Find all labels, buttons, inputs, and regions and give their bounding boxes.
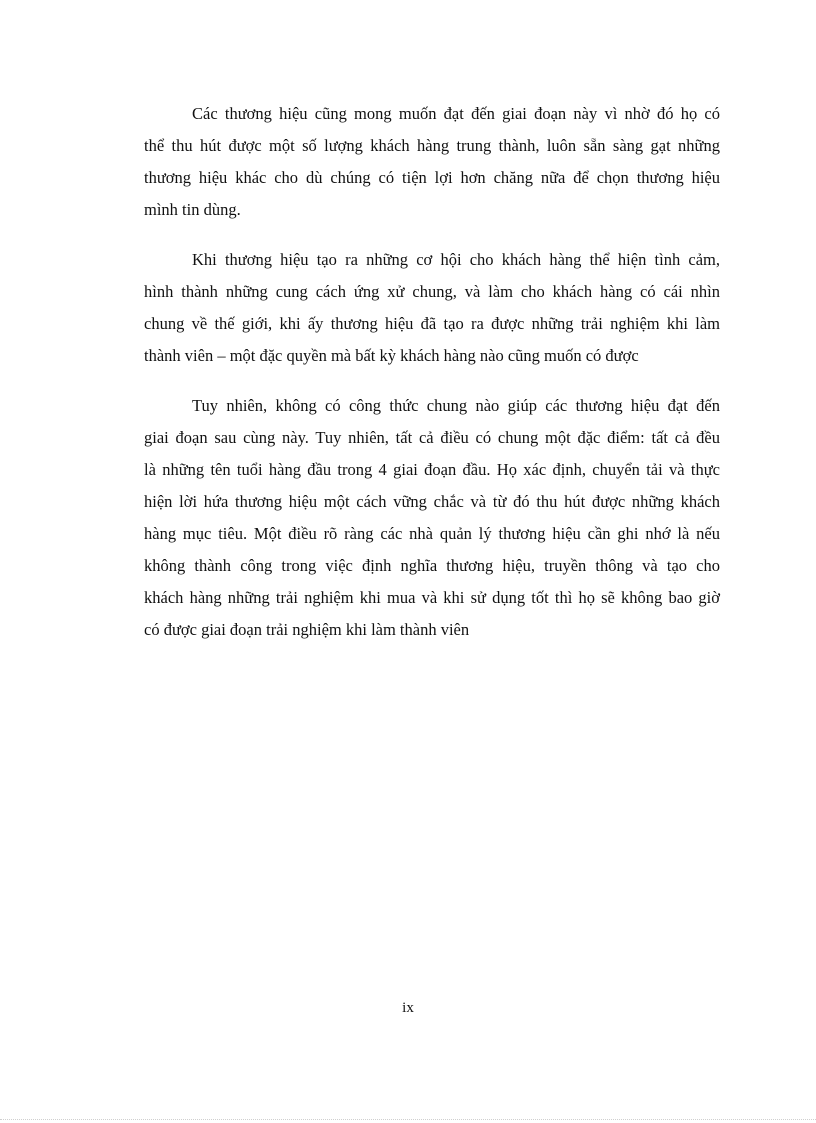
paragraph-1 bbox=[144, 98, 720, 226]
paragraph-line: hình thành những cung cách ứng xử chung, và làm cho khách hàng có cái nhìn bbox=[144, 282, 720, 301]
page-number: ix bbox=[402, 1000, 414, 1016]
paragraph-line: có được giai đoạn trải nghiệm khi làm thành viên bbox=[144, 620, 470, 639]
paragraph-line: thành viên – một đặc quyền mà bất kỳ khách hàng nào cũng muốn có được bbox=[144, 346, 639, 365]
paragraph-line: Tuy nhiên, không có công thức chung nào giúp các thương hiệu đạt đến bbox=[192, 396, 720, 415]
body-text bbox=[144, 98, 720, 664]
page-bottom-edge bbox=[0, 1119, 816, 1120]
paragraph-line: thương hiệu khác cho dù chúng có tiện lợi hơn chăng nữa để chọn thương hiệu bbox=[144, 168, 720, 187]
paragraph-3 bbox=[144, 390, 720, 646]
paragraph-line: thể thu hút được một số lượng khách hàng trung thành, luôn sẵn sàng gạt những bbox=[144, 136, 720, 155]
paragraph-line: không thành công trong việc định nghĩa thương hiệu, truyền thông và tạo cho bbox=[144, 556, 720, 575]
paragraph-line: hàng mục tiêu. Một điều rõ ràng các nhà quản lý thương hiệu cần ghi nhớ là nếu bbox=[144, 524, 720, 543]
paragraph-line: Khi thương hiệu tạo ra những cơ hội cho khách hàng thể hiện tình cảm, bbox=[192, 250, 720, 269]
paragraph-line: giai đoạn sau cùng này. Tuy nhiên, tất cả điều có chung một đặc điểm: tất cả đều bbox=[144, 428, 720, 447]
paragraph-line: là những tên tuổi hàng đầu trong 4 giai đoạn đầu. Họ xác định, chuyển tải và thực bbox=[144, 460, 720, 479]
paragraph-2 bbox=[144, 244, 720, 372]
paragraph-line: khách hàng những trải nghiệm khi mua và khi sử dụng tốt thì họ sẽ không bao giờ bbox=[144, 588, 720, 607]
paragraph-line: mình tin dùng. bbox=[144, 200, 241, 219]
paragraph-line: hiện lời hứa thương hiệu một cách vững chắc và từ đó thu hút được những khách bbox=[144, 492, 720, 511]
paragraph-line: Các thương hiệu cũng mong muốn đạt đến giai đoạn này vì nhờ đó họ có bbox=[192, 104, 720, 123]
paragraph-line: chung về thế giới, khi ấy thương hiệu đã tạo ra được những trải nghiệm khi làm bbox=[144, 314, 720, 333]
